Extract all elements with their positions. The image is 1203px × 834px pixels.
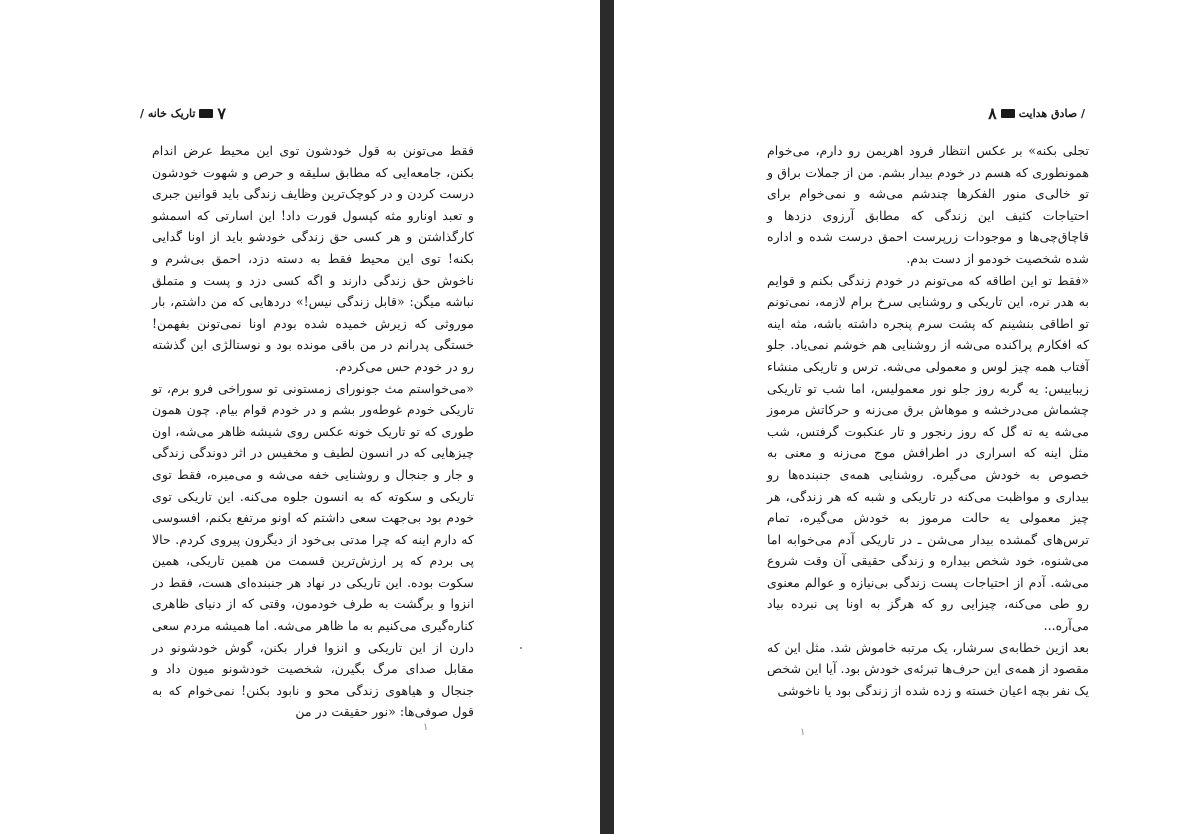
- publisher-badge-icon: [1001, 109, 1015, 118]
- paragraph: تجلی بکنه» بر عکس انتظار فرود اهریمن رو دارم، می‌خوام همونطوری که هسم در خودم بیدار بشم. من از جملات براق و تو خالی‌ی منور الفکرها چندشم می‌شه و نمی‌خوام برای احتیاجات کثیف این زندگی که مطابق آرزوی دزدها و قاچاق‌چی‌ها و موجودات زرپرست احمق درست شده و اداره شده شخصیت خودمو از دست بدم.: [767, 143, 1089, 266]
- paragraph: «فقط تو این اطاقه که می‌تونم در خودم زندگی بکنم و قوایم به هدر نره، این تاریکی و روشنایی سرخ برام لازمه، نمی‌تونم تو اطاقی بنشینم که پشت سرم پنجره داشته باشه، مثه اینه که افکارم پراکنده می‌شه از روشنایی هم خوشم نمی‌یاد. جلو آفتاب همه چیز لوس و معمولی می‌شه. ترس و تاریکی منشاء زیباییس: یه گربه روز جلو نور معمولیس، اما شب تو تاریکی چشماش می‌درخشه و موهاش برق می‌زنه و حرکاتش مرموز می‌شه یه ته گل که روز رنجور و تار عنکبوت گرفتس، شب مثل اینه که اسراری در اطرافش موج می‌زنه و معنی به خصوص به خودش می‌گیره. روشنایی همه‌ی جنبنده‌ها رو بیداری و مواظبت می‌کنه در تاریکی و شبه که هر زندگی، هر چیز معمولی یه حالت مرموز به خودش می‌گیره، تمام ترس‌های گمشده بیدار می‌شن ـ در تاریکی آدم می‌خوابه اما می‌شنوه، خود شخص بیداره و زندگی حقیقی آن وقت شروع می‌شه. آدم از احتیاجات پست زندگی بی‌نیازه و عوالم معنوی رو طی می‌کنه، چیزایی رو که هرگز به اونا پی نبرده بیاد می‌آره...: [767, 272, 1089, 634]
- left-page-header: [140, 104, 226, 123]
- left-page-footer-mark: ۱: [423, 722, 429, 733]
- right-page-number: ۸: [988, 104, 997, 123]
- scan-speck: [520, 647, 522, 649]
- right-page-footer-mark: ۱: [800, 727, 806, 738]
- paragraph: بعد ازین خطابه‌ی سرشار، یک مرتبه خاموش شد. مثل این که مقصود از همه‌ی این حرف‌ها تبرئه‌ی خودش بود. آیا این شخص یک نفر بچه اعیان خسته و زده شده از زندگی بود یا ناخوشی: [767, 639, 1089, 698]
- paragraph: فقط می‌تونن به قول خودشون توی این محیط عرض اندام بکنن، جامعه‌ایی که مطابق سلیقه و حرص و شهوت خودشون درست کردن و در کوچک‌ترین وظایف زندگی باید قوانین جبری و تعبد اونارو مثه کپسول قورت داد! این اسارتی که اسمشو کارگذاشتن و هر کسی حق زندگی خودشو باید از اونا گدایی بکنه! توی این محیط فقط به دسته دزد، احمق بی‌شرم و ناخوش حق زندگی دارند و اگه کسی دزد و پست و متملق نباشه میگن: «قابل زندگی نیس!» دردهایی که من داشتم، بار موروثی که زیرش خمیده شده بودم اونا نمی‌تونن بفهمن! خستگی پدرانم در من باقی مونده بود و نوستالژی این گذشته رو در خودم حس می‌کردم.: [152, 143, 474, 374]
- paragraph: «می‌خواستم مث جونورای زمستونی تو سوراخی فرو برم، تو تاریکی خودم غوطه‌ور بشم و در خودم قوام بیام. چون همون طوری که تو تاریک خونه عکس روی شیشه ظاهر می‌شه، اون چیزهایی که در انسون لطیف و مخفیس در اثر دوندگی زندگی و جار و جنجال و روشنایی خفه می‌شه و می‌میره، فقط توی تاریکی و سکوته که به انسون جلوه می‌کنه. این تاریکی توی خودم بود بی‌جهت سعی داشتم که اونو مرتفع بکنم، افسوسی که دارم اینه که چرا مدتی بی‌خود از دیگرون پیروی کردم. حالا پی بردم که پر ارزش‌ترین قسمت من همین تاریکی، همین سکوت بوده. این تاریکی در نهاد هر جنبنده‌ای هست، فقط در انزوا و برگشت به طرف خودمون، وقتی که از دنیای ظاهری کناره‌گیری می‌کنیم به ما ظاهر می‌شه. اما همیشه مردم سعی دارن از این تاریکی و انزوا فرار بکنن، گوش خودشونو در مقابل صدای مرگ بگیرن، شخصیت خودشونو میون داد و جنجال و هیاهوی زندگی محو و نابود بکنن! نمی‌خوام که به قول صوفی‌ها: «نور حقیقت در من: [152, 380, 474, 720]
- left-page-title: تاریک خانه /: [140, 107, 196, 120]
- left-page-body: [152, 140, 474, 723]
- right-page-header: [988, 104, 1085, 123]
- book-gutter: [600, 0, 614, 834]
- publisher-badge-icon: [199, 109, 213, 118]
- right-page: [614, 0, 1203, 834]
- left-page-number: ۷: [217, 104, 227, 123]
- right-page-title: / صادق هدایت: [1018, 107, 1085, 120]
- left-page: [0, 0, 600, 834]
- right-page-body: [767, 140, 1089, 701]
